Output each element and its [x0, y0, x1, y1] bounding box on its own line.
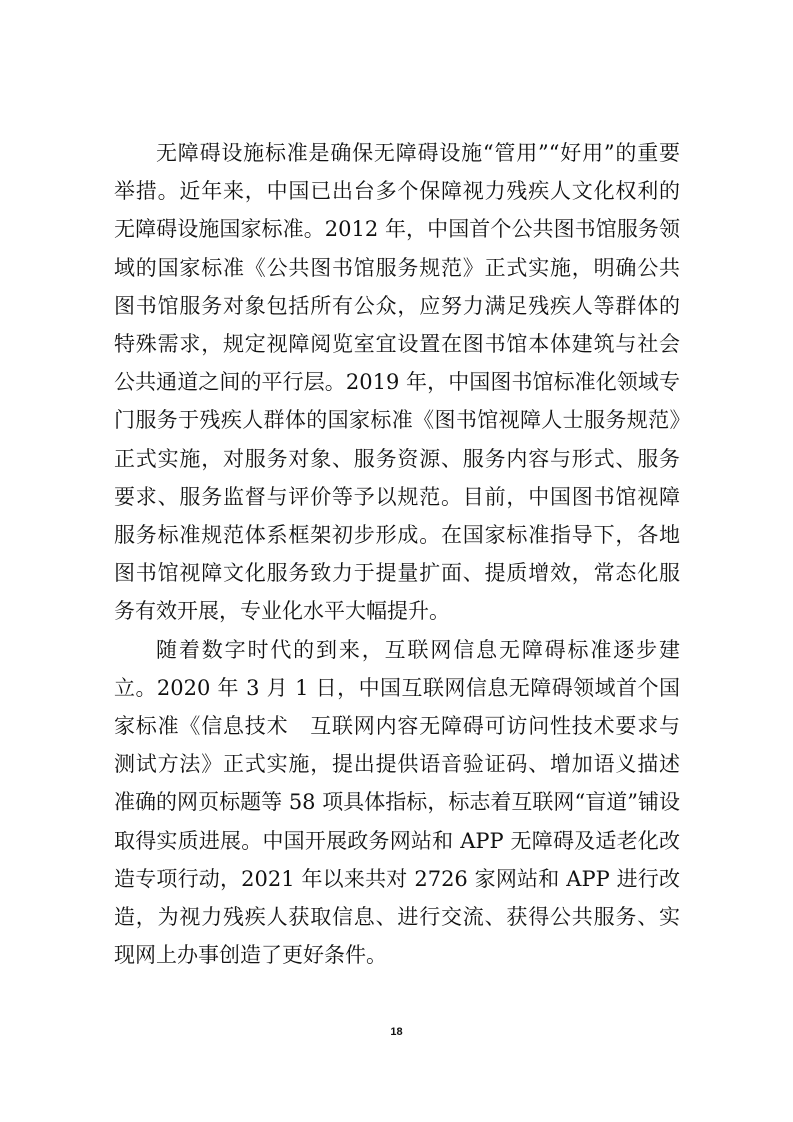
paragraph-accessibility-standards: 无障碍设施标准是确保无障碍设施“管用”“好用”的重要举措。近年来，中国已出台多个保障视力残疾人文化权利的无障碍设施国家标准。2012 年，中国首个公共图书馆服务领域的国家标准《公共图书馆服务规范》正式实施，明确公共图书馆服务对象包括所有公众，应努力满足残疾人等群体的特殊需求，规定视障阅览室宜设置在图书馆本体建筑与社会公共通道之间的平行层。2019 年，中国图书馆标准化领域专门服务于残疾人群体的国家标准《图书馆视障人士服务规范》正式实施，对服务对象、服务资源、服务内容与形式、服务要求、服务监督与评价等予以规范。目前，中国图书馆视障服务标准规范体系框架初步形成。在国家标准指导下，各地图书馆视障文化服务致力于提量扩面、提质增效，常态化服务有效开展，专业化水平大幅提升。 — [114, 141, 680, 624]
paragraph-internet-accessibility: 随着数字时代的到来，互联网信息无障碍标准逐步建立。2020 年 3 月 1 日，中国互联网信息无障碍领域首个国家标准《信息技术 互联网内容无障碍可访问性技术要求与测试方法》正式实施，提出提供语音验证码、增加语义描述准确的网页标题等 58 项具体指标，标志着互联网“盲道”铺设取得实质进展。中国开展政务网站和 APP 无障碍及适老化改造专项行动，2021 年以来共对 2726 家网站和 APP 进行改造，为视力残疾人获取信息、进行交流、获得公共服务、实现网上办事创造了更好条件。 — [114, 637, 680, 968]
page-number: 18 — [390, 1026, 403, 1038]
body-text — [114, 134, 680, 974]
